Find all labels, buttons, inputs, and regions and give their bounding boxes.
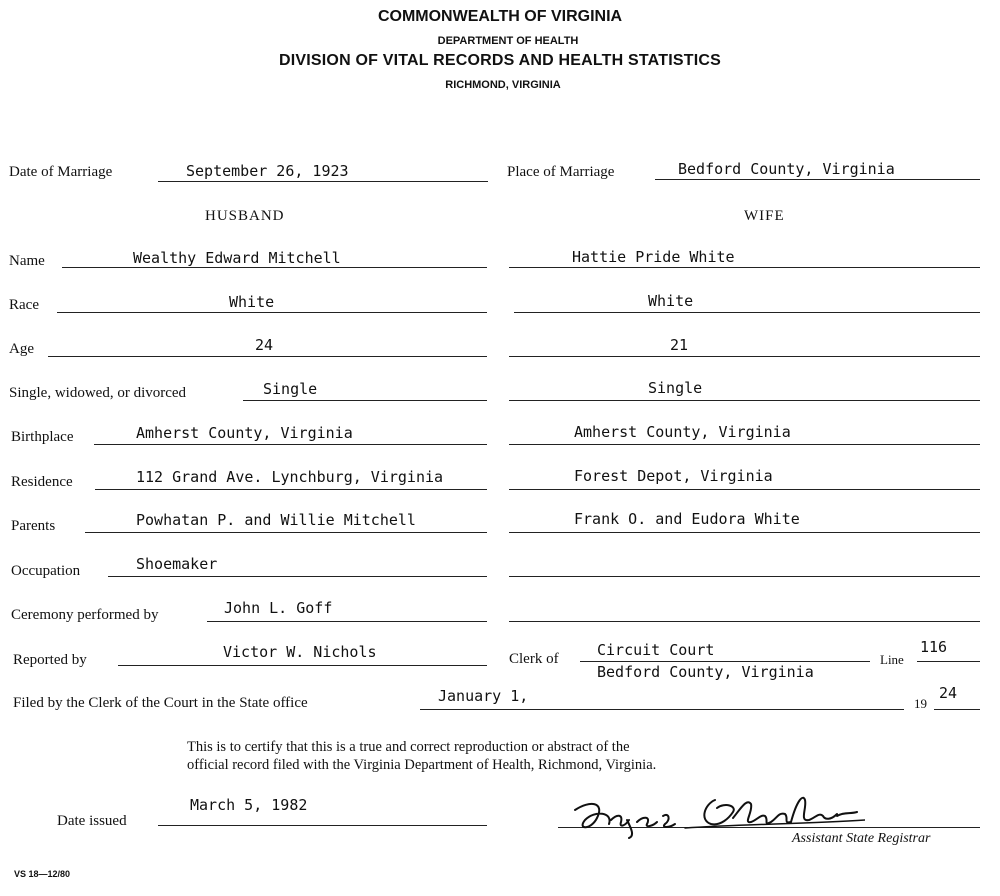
race-wife-line: [514, 312, 980, 313]
place-of-marriage-label: Place of Marriage: [507, 164, 615, 180]
ceremony-wife-line: [509, 621, 980, 622]
parents-husband-value: Powhatan P. and Willie Mitchell: [136, 511, 416, 529]
reported-by-value: Victor W. Nichols: [223, 643, 377, 661]
line-number-line: [917, 661, 980, 662]
birthplace-husband-line: [94, 444, 487, 445]
name-husband-value: Wealthy Edward Mitchell: [133, 249, 341, 267]
reported-by-line: [118, 665, 487, 666]
header-commonwealth: COMMONWEALTH OF VIRGINIA: [377, 8, 623, 25]
filed-year-suffix: 24: [939, 684, 958, 702]
race-label: Race: [9, 297, 39, 313]
parents-wife-value: Frank O. and Eudora White: [574, 510, 800, 528]
ceremony-value: John L. Goff: [224, 599, 333, 617]
ceremony-label: Ceremony performed by: [11, 607, 159, 623]
date-of-marriage-value: September 26, 1923: [186, 162, 349, 180]
certification-line-2: official record filed with the Virginia Department of Health, Richmond, Virginia.: [187, 757, 657, 773]
place-of-marriage-value: Bedford County, Virginia: [678, 160, 895, 178]
marital-status-husband-value: Single: [263, 380, 318, 398]
husband-column-heading: HUSBAND: [205, 208, 285, 224]
date-issued-value: March 5, 1982: [190, 796, 308, 814]
certification-line-1: This is to certify that this is a true and correct reproduction or abstract of the: [187, 739, 630, 755]
parents-wife-line: [509, 532, 980, 533]
name-wife-value: Hattie Pride White: [572, 248, 735, 266]
name-husband-line: [62, 267, 487, 268]
place-of-marriage-line: [655, 179, 980, 180]
age-label: Age: [9, 341, 34, 357]
residence-husband-value: 112 Grand Ave. Lynchburg, Virginia: [136, 468, 444, 486]
residence-label: Residence: [11, 474, 73, 490]
birthplace-husband-value: Amherst County, Virginia: [136, 424, 353, 442]
marital-status-husband-line: [243, 400, 487, 401]
parents-husband-line: [85, 532, 487, 533]
age-wife-line: [509, 356, 980, 357]
wife-column-heading: WIFE: [744, 208, 785, 224]
line-number-value: 116: [920, 638, 948, 656]
occupation-wife-line: [509, 576, 980, 577]
form-number: VS 18—12/80: [14, 869, 71, 879]
residence-husband-line: [95, 489, 487, 490]
reported-by-label: Reported by: [13, 652, 87, 668]
line-number-label: Line: [880, 652, 904, 667]
residence-wife-value: Forest Depot, Virginia: [574, 467, 773, 485]
header-department: DEPARTMENT OF HEALTH: [437, 35, 579, 47]
name-label: Name: [9, 253, 45, 269]
birthplace-wife-line: [509, 444, 980, 445]
filed-year-prefix: 19: [914, 696, 927, 711]
residence-wife-line: [509, 489, 980, 490]
clerk-court-value: Circuit Court: [597, 641, 715, 659]
date-of-marriage-label: Date of Marriage: [9, 164, 113, 180]
date-issued-label: Date issued: [57, 813, 127, 829]
name-wife-line: [509, 267, 980, 268]
clerk-county-value: Bedford County, Virginia: [597, 663, 814, 681]
marital-status-wife-line: [509, 400, 980, 401]
race-husband-line: [57, 312, 487, 313]
filed-date-line: [420, 709, 904, 710]
date-of-marriage-line: [158, 181, 488, 182]
birthplace-label: Birthplace: [11, 429, 74, 445]
age-husband-value: 24: [255, 336, 274, 354]
marital-status-wife-value: Single: [648, 379, 703, 397]
ceremony-line: [207, 621, 487, 622]
occupation-label: Occupation: [11, 563, 81, 579]
clerk-of-label: Clerk of: [509, 651, 559, 667]
marital-status-label: Single, widowed, or divorced: [9, 385, 187, 401]
age-wife-value: 21: [670, 336, 689, 354]
certification-statement: [187, 738, 656, 774]
race-wife-value: White: [648, 292, 694, 310]
filed-by-label: Filed by the Clerk of the Court in the State office: [13, 695, 308, 711]
header-city: RICHMOND, VIRGINIA: [445, 79, 561, 91]
filed-date-value: January 1,: [438, 687, 529, 705]
occupation-husband-value: Shoemaker: [136, 555, 218, 573]
parents-label: Parents: [11, 518, 56, 534]
birthplace-wife-value: Amherst County, Virginia: [574, 423, 791, 441]
filed-year-line: [934, 709, 980, 710]
age-husband-line: [48, 356, 487, 357]
registrar-title: Assistant State Registrar: [792, 831, 931, 846]
header-division: DIVISION OF VITAL RECORDS AND HEALTH STATISTICS: [278, 52, 721, 69]
clerk-of-line: [580, 661, 870, 662]
occupation-husband-line: [108, 576, 487, 577]
date-issued-line: [158, 825, 487, 826]
race-husband-value: White: [229, 293, 275, 311]
